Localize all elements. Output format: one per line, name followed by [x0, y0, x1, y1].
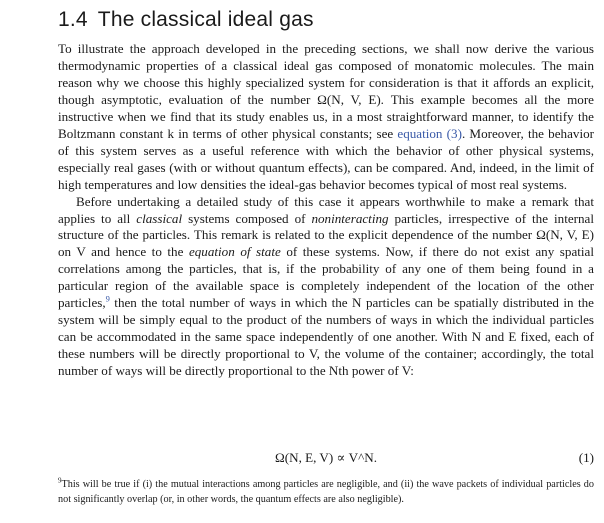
paragraph-1 — [58, 41, 594, 194]
footnote — [58, 478, 594, 507]
equation-formula: Ω(N, E, V) ∝ V^N. — [275, 450, 377, 465]
footnote-number: 9 — [58, 476, 62, 485]
section-number: 1.4 — [58, 8, 88, 31]
emphasis-classical: classical — [136, 210, 183, 226]
footnote-text: This will be true if (i) the mutual interactions among particles are negligible, and (ii) the wave packets of individual particles do not significantly overlap (or, in other words, the quantum effects are also negligible). — [58, 479, 594, 505]
paragraph-2-part-c: particles, irrespective of the internal structure of the particles. This remark is related to the explicit dependence of the number Ω(N, V, E) on V and hence to the — [58, 210, 594, 260]
paragraph-2-part-e: then the total number of ways in which the N particles can be spatially distributed in the system will be simply equal to the product of the numbers of ways in which the individual particles can be accommodated in the same space independently of one another. With N and E fixed, each of these numbers will be directly proportional to V, the volume of the container; accordingly, the total number of ways will be directly proportional to the Nth power of V: — [58, 295, 594, 379]
paragraph-2-part-b: systems composed of — [182, 210, 312, 226]
footnote-marker-link[interactable]: 9 — [105, 293, 110, 304]
paragraph-1-part-b: . Moreover, the behavior of this system serves as a useful reference with which the behavior of other physical systems, especially real gases (with or without quantum effects), can be compared. And, indeed, in the limit of high temperatures and low densities the ideal-gas behavior becomes typical of most real systems. — [58, 125, 594, 192]
paragraph-2-part-a: Before undertaking a detailed study of this case it appears worthwhile to make a remark that applies to all — [58, 193, 594, 226]
equation-reference-link[interactable]: equation (3) — [397, 125, 462, 141]
section-title: The classical ideal gas — [97, 8, 314, 31]
equation-number: (1) — [578, 450, 594, 465]
paragraph-2 — [58, 194, 594, 380]
emphasis-equation-of-state: equation of state — [188, 244, 281, 260]
paragraph-1-part-a: To illustrate the approach developed in the preceding sections, we shall now derive the various thermodynamic properties of a classical ideal gas composed of monatomic molecules. The main reason why we choose this highly specialized system for consideration is that it affords an explicit, though asymptotic, evaluation of the number Ω(N, V, E). This example becomes all the more instructive when we find that its study enables us, in a most straightforward manner, to identify the Boltzmann constant k in terms of other physical constants; see — [58, 41, 594, 141]
emphasis-noninteracting: noninteracting — [311, 210, 389, 226]
paragraph-2-part-d: of these systems. Now, if there do not exist any spatial correlations among the particles, that is, if the probability of any one of them being found in a particular region of the available space is completely independent of the location of the other particles, — [58, 244, 594, 311]
body-text — [58, 41, 594, 380]
equation-1 — [58, 450, 594, 468]
section-heading — [58, 8, 314, 32]
